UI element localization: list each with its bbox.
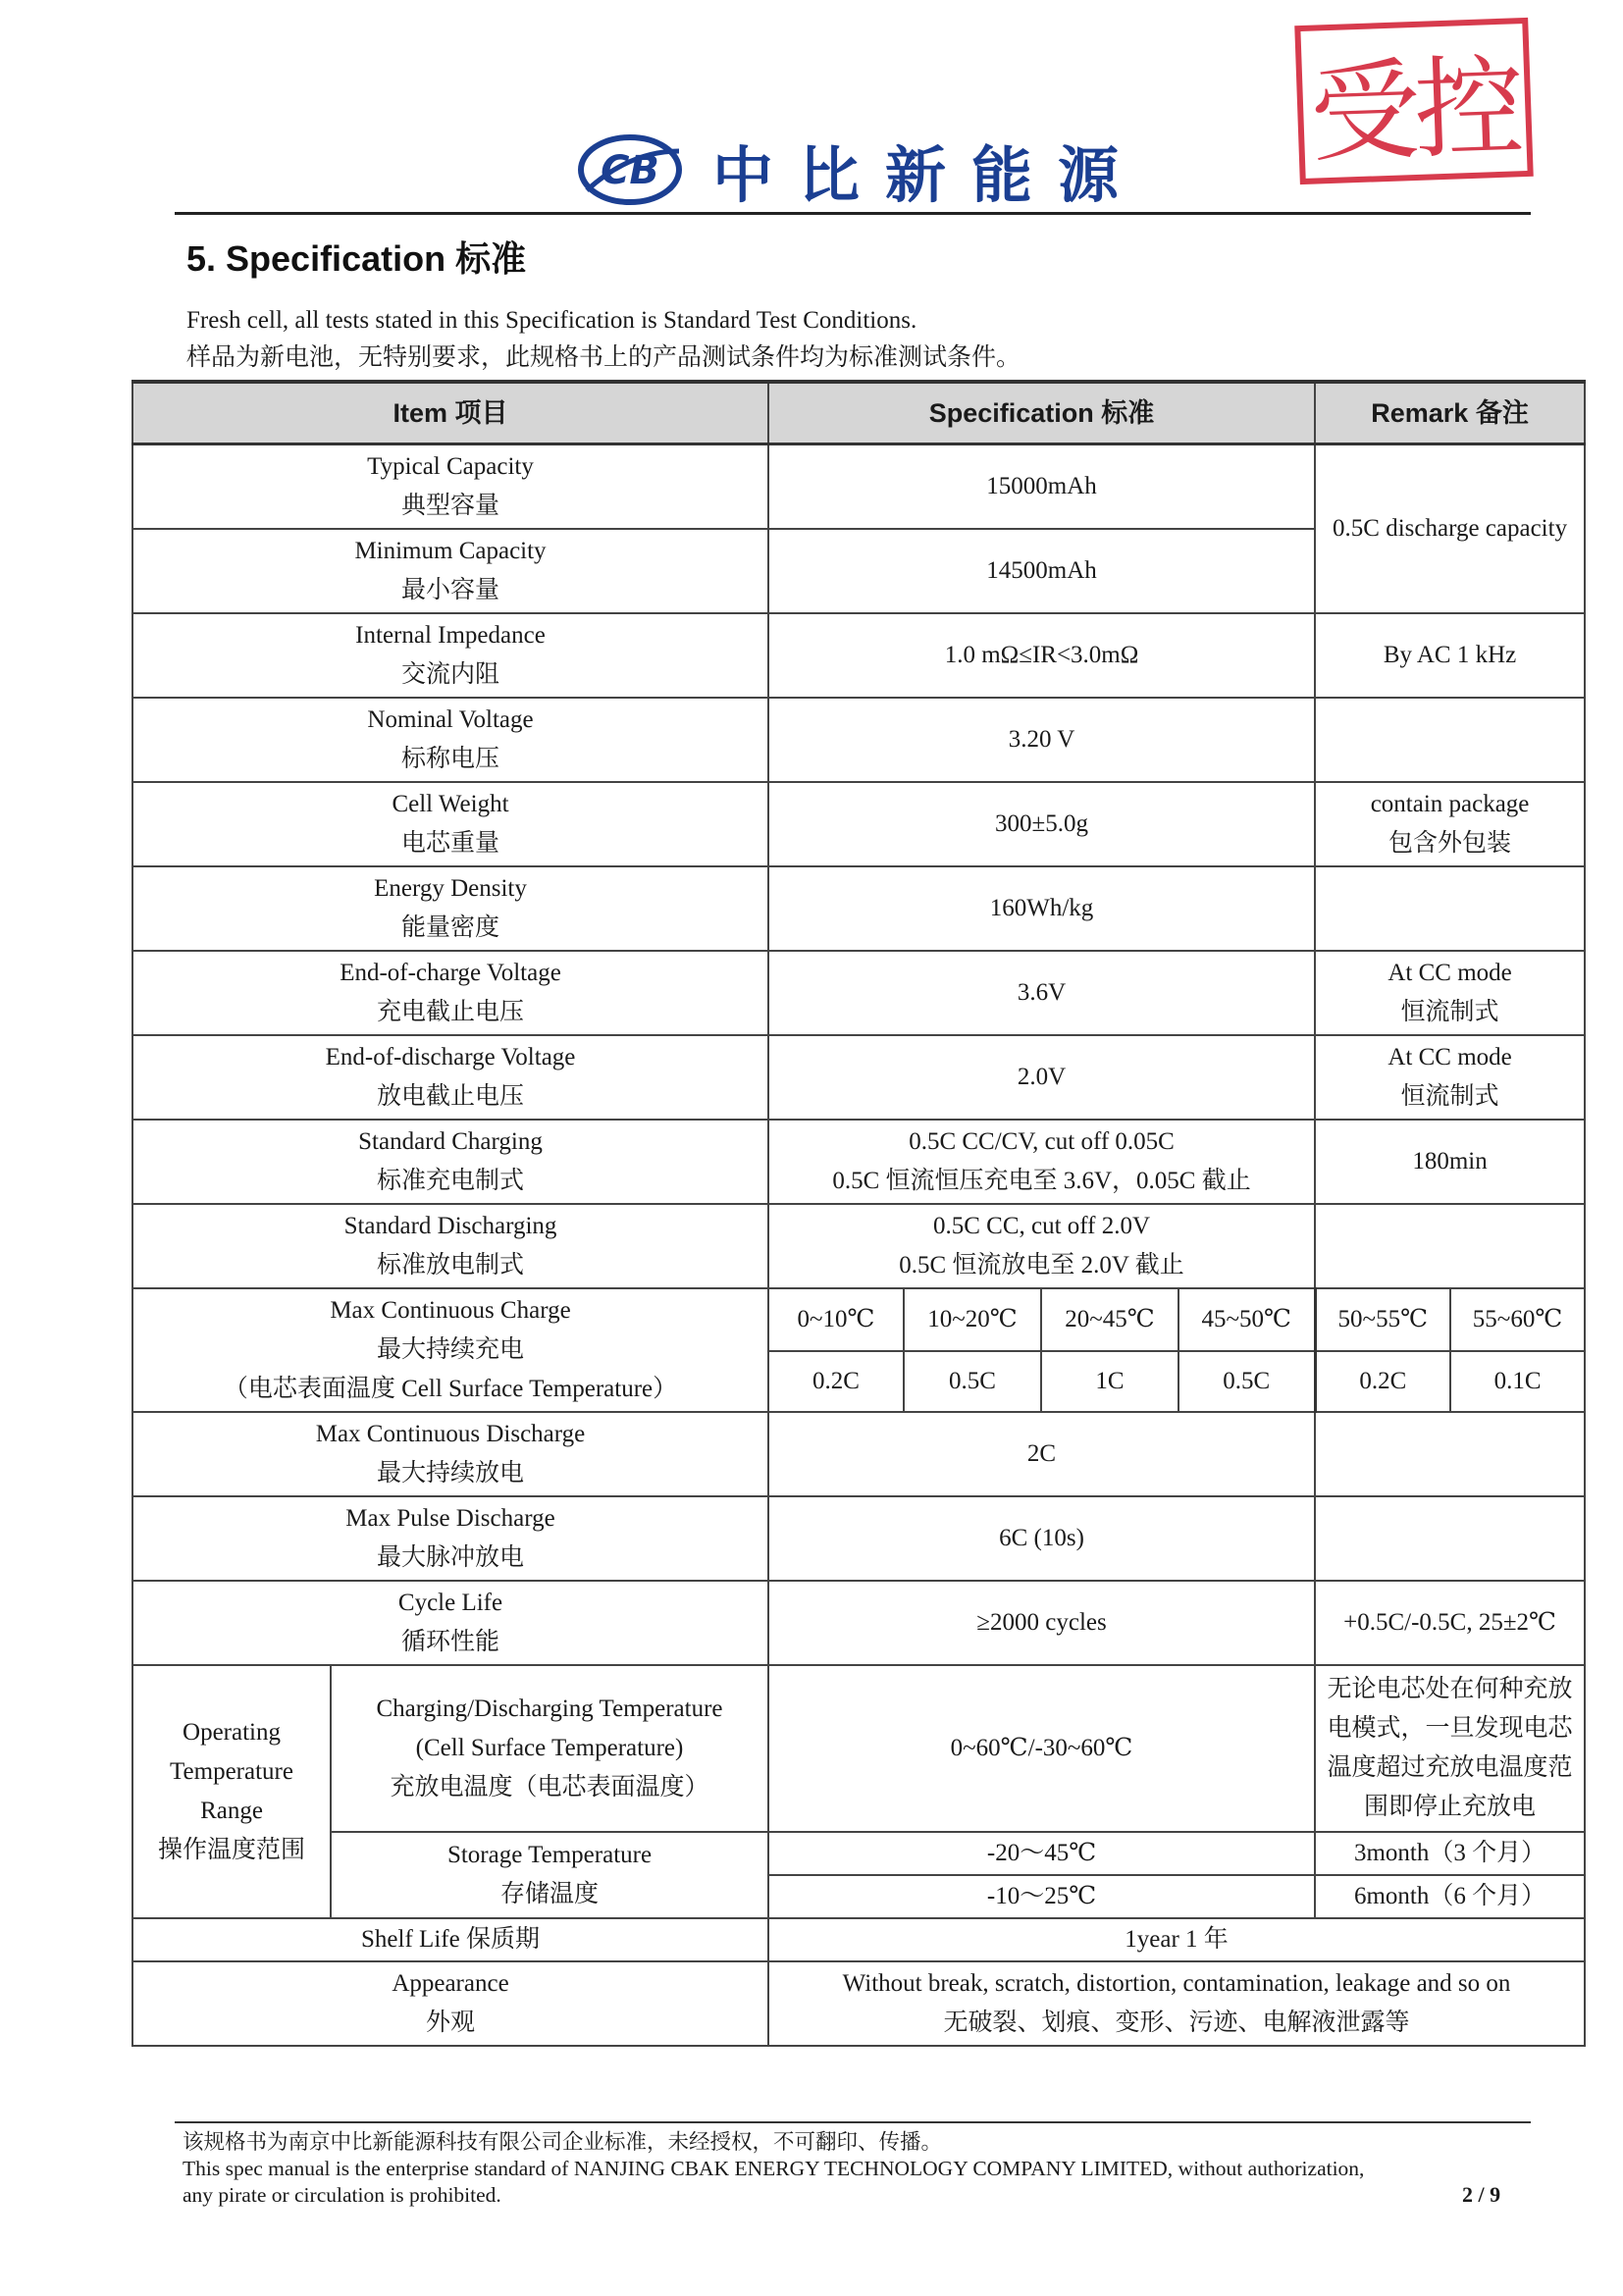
spec-cell: 0.5C CC/CV, cut off 0.05C 0.5C 恒流恒压充电至 3.6V，0.05C 截止 [768, 1120, 1315, 1204]
intro-en: Fresh cell, all tests stated in this Specification is Standard Test Conditions. [186, 307, 917, 334]
rate-cell: 0.2C [768, 1351, 904, 1412]
table-row [132, 1832, 1585, 1875]
spec-cell: 2.0V [768, 1035, 1315, 1120]
table-row [132, 613, 1585, 698]
table-row [132, 1918, 1585, 1961]
spec-cell: 15000mAh [768, 444, 1315, 529]
item-cell: End-of-charge Voltage 充电截止电压 [132, 951, 768, 1035]
svg-text:CB: CB [601, 148, 659, 193]
spec-cell: 2C [768, 1412, 1315, 1496]
rate-cell: 0.5C [904, 1351, 1041, 1412]
section-title: 5. Specification 标准 [186, 238, 527, 279]
spec-cell: 0~60℃/-30~60℃ [768, 1665, 1315, 1832]
cb-logo-icon [577, 131, 683, 208]
footer-line-cn: 该规格书为南京中比新能源科技有限公司企业标准，未经授权，不可翻印、传播。 [183, 2130, 943, 2154]
remark-cell: 6month（6 个月） [1315, 1875, 1585, 1918]
item-cell: Typical Capacity 典型容量 [132, 444, 768, 529]
spec-cell: 1year 1 年 [768, 1918, 1585, 1961]
temp-cell: 20~45℃ [1041, 1288, 1178, 1351]
controlled-stamp: 受控 [1294, 18, 1534, 184]
item-cell: Cycle Life 循环性能 [132, 1581, 768, 1665]
remark-cell [1315, 1204, 1585, 1288]
table-row [132, 1204, 1585, 1288]
temp-cell: 45~50℃ [1178, 1288, 1315, 1351]
table-row [132, 1288, 1585, 1351]
item-cell: Max Continuous Discharge 最大持续放电 [132, 1412, 768, 1496]
spec-cell: Without break, scratch, distortion, contamination, leakage and so on 无破裂、划痕、变形、污迹、电解液泄露等 [768, 1961, 1585, 2046]
footer-line-en: This spec manual is the enterprise standard of NANJING CBAK ENERGY TECHNOLOGY COMPANY LIMITED, without authorization, [183, 2157, 1365, 2180]
remark-cell: By AC 1 kHz [1315, 613, 1585, 698]
spec-cell: 160Wh/kg [768, 866, 1315, 951]
item-cell: Cell Weight 电芯重量 [132, 782, 768, 866]
spec-cell: -10～25℃ [768, 1875, 1315, 1918]
spec-cell: 6C (10s) [768, 1496, 1315, 1581]
rate-cell: 0.5C [1178, 1351, 1315, 1412]
header-spec: Specification 标准 [768, 382, 1315, 444]
remark-cell [1315, 698, 1585, 782]
remark-cell [1315, 866, 1585, 951]
intro-text [186, 302, 1021, 377]
remark-cell: 0.5C discharge capacity [1315, 444, 1585, 613]
footer-line-en-2: any pirate or circulation is prohibited. [183, 2183, 501, 2207]
remark-cell: At CC mode 恒流制式 [1315, 951, 1585, 1035]
rate-cell: 0.1C [1450, 1351, 1585, 1412]
spec-cell: 3.6V [768, 951, 1315, 1035]
remark-cell: 3month（3 个月） [1315, 1832, 1585, 1875]
table-row [132, 1412, 1585, 1496]
table-row [132, 782, 1585, 866]
item-cell: Energy Density 能量密度 [132, 866, 768, 951]
remark-cell: contain package 包含外包装 [1315, 782, 1585, 866]
remark-cell: 无论电芯处在何种充放 电模式，一旦发现电芯 温度超过充放电温度范 围即停止充放电 [1315, 1665, 1585, 1832]
table-row [132, 444, 1585, 529]
header-item: Item 项目 [132, 382, 768, 444]
table-header-row [132, 382, 1585, 444]
item-cell: Standard Charging 标准充电制式 [132, 1120, 768, 1204]
item-cell: Standard Discharging 标准放电制式 [132, 1204, 768, 1288]
table-row [132, 698, 1585, 782]
footer-divider [175, 2121, 1531, 2123]
specification-table [131, 380, 1586, 2047]
table-row [132, 1496, 1585, 1581]
spec-cell: 3.20 V [768, 698, 1315, 782]
remark-cell: 180min [1315, 1120, 1585, 1204]
company-name: 中比新能源 [712, 138, 1145, 211]
table-row [132, 1120, 1585, 1204]
item-cell: Max Continuous Charge 最大持续充电 （电芯表面温度 Cell Surface Temperature） [132, 1288, 768, 1412]
temp-cell: 10~20℃ [904, 1288, 1041, 1351]
spec-cell: 300±5.0g [768, 782, 1315, 866]
item-cell: Charging/Discharging Temperature (Cell Surface Temperature) 充放电温度（电芯表面温度） [331, 1665, 768, 1832]
page-number: 2 / 9 [1462, 2182, 1501, 2207]
table-row [132, 951, 1585, 1035]
intro-cn: 样品为新电池，无特别要求，此规格书上的产品测试条件均为标准测试条件。 [186, 344, 1021, 371]
header-divider [175, 212, 1531, 215]
table-row [132, 1961, 1585, 2046]
company-logo [577, 126, 1144, 214]
item-cell: Max Pulse Discharge 最大脉冲放电 [132, 1496, 768, 1581]
table-row [132, 1581, 1585, 1665]
table-row [132, 1665, 1585, 1832]
spec-cell: 0.5C CC, cut off 2.0V 0.5C 恒流放电至 2.0V 截止 [768, 1204, 1315, 1288]
remark-cell [1315, 1496, 1585, 1581]
remark-cell: At CC mode 恒流制式 [1315, 1035, 1585, 1120]
remark-cell [1315, 1412, 1585, 1496]
item-cell: End-of-discharge Voltage 放电截止电压 [132, 1035, 768, 1120]
item-cell: Appearance 外观 [132, 1961, 768, 2046]
item-cell: Minimum Capacity 最小容量 [132, 529, 768, 613]
table-row [132, 866, 1585, 951]
item-cell: Shelf Life 保质期 [132, 1918, 768, 1961]
spec-cell: 1.0 mΩ≤IR<3.0mΩ [768, 613, 1315, 698]
footer-notice [183, 2129, 1364, 2209]
rate-cell: 1C [1041, 1351, 1178, 1412]
temp-cell: 55~60℃ [1450, 1288, 1585, 1351]
spec-cell: ≥2000 cycles [768, 1581, 1315, 1665]
item-cell: Storage Temperature 存储温度 [331, 1832, 768, 1918]
spec-cell: -20～45℃ [768, 1832, 1315, 1875]
rate-cell: 0.2C [1315, 1351, 1450, 1412]
item-cell: Internal Impedance 交流内阻 [132, 613, 768, 698]
temp-cell: 0~10℃ [768, 1288, 904, 1351]
remark-cell: +0.5C/-0.5C, 25±2℃ [1315, 1581, 1585, 1665]
spec-cell: 14500mAh [768, 529, 1315, 613]
header-remark: Remark 备注 [1315, 382, 1585, 444]
temp-cell: 50~55℃ [1315, 1288, 1450, 1351]
item-cell: Nominal Voltage 标称电压 [132, 698, 768, 782]
operating-temp-group: Operating Temperature Range 操作温度范围 [132, 1665, 331, 1918]
table-row [132, 1035, 1585, 1120]
